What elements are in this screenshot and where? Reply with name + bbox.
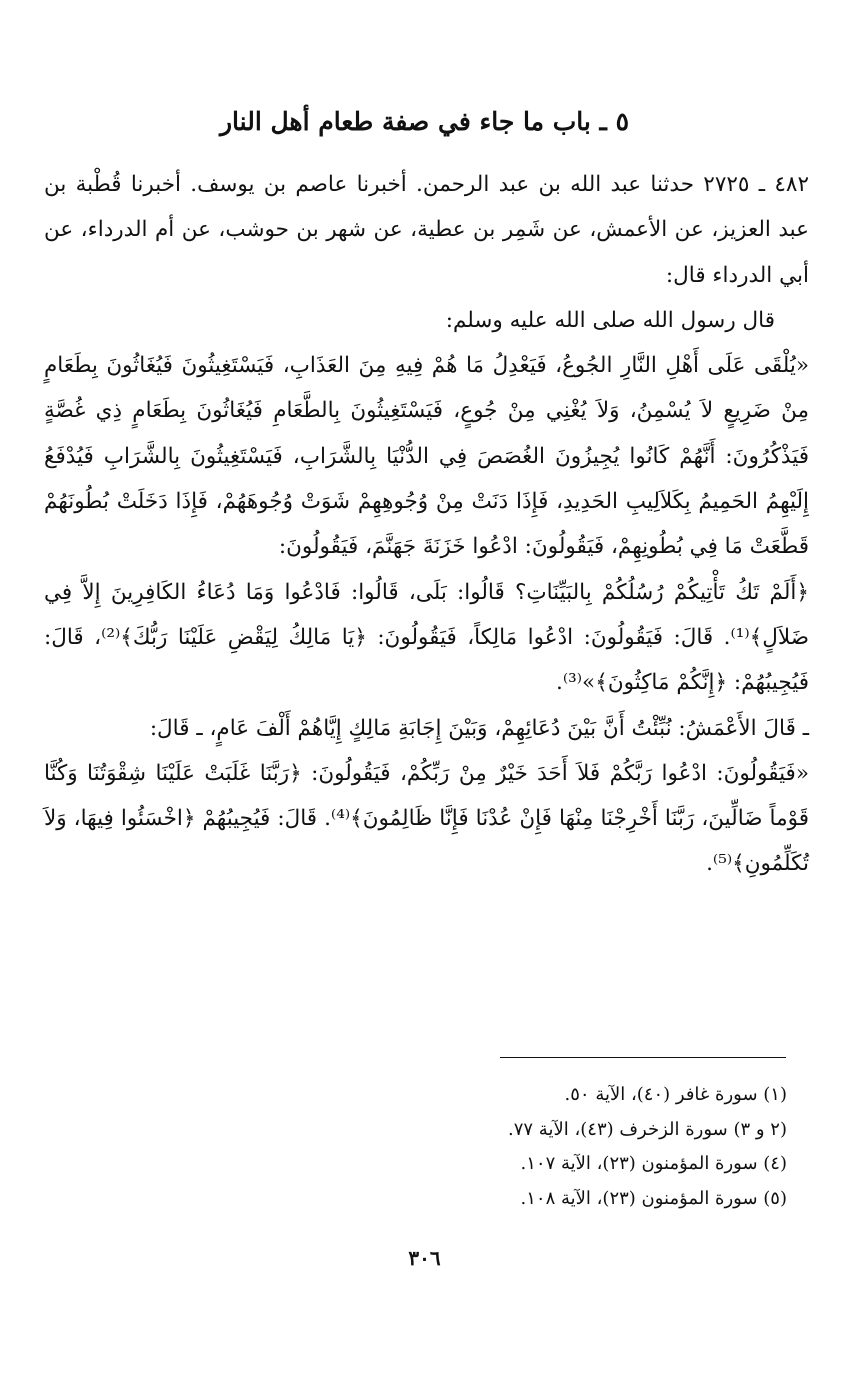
page-number: ٣٠٦ [408, 1246, 441, 1270]
hadith-text-paragraph-1: «يُلْقَى عَلَى أَهْلِ النَّارِ الجُوعُ، فَيَعْدِلُ مَا هُمْ فِيهِ مِنَ العَذَابِ، فَيَسْتَغِيثُونَ فَيُغَاثُونَ بِطَعَامٍ مِنْ ضَرِيعٍ لاَ يُسْمِنُ، وَلاَ يُغْنِي مِنْ جُوعٍ، فَيَسْتَغِيثُونَ بِالطَّعَامِ فَيُغَاثُونَ بِطَعَامٍ ذِي غُصَّةٍ فَيَذْكُرُونَ: أَنَّهُمْ كَانُوا يُجِيزُونَ الغُصَصَ فِي الدُّنْيَا بِالشَّرَابِ، فَيَسْتَغِيثُونَ بِالشَّرَابِ فَيُدْفَعُ إِلَيْهِمُ الحَمِيمُ بِكَلاَلِيبِ الحَدِيدِ، فَإِذَا دَنَتْ مِنْ وُجُوهِهِمْ شَوَتْ وُجُوهَهُمْ، فَإِذَا دَخَلَتْ بُطُونَهُمْ قَطَّعَتْ مَا فِي بُطُونِهِمْ، فَيَقُولُونَ: ادْعُوا خَزَنَةَ جَهَنَّمَ، فَيَقُولُونَ: [44, 353, 809, 560]
hadith-chain-paragraph [44, 162, 809, 298]
hadith-body [44, 162, 809, 887]
footnote-4: (٤) سورة المؤمنون (٢٣)، الآية ١٠٧. [520, 1153, 787, 1174]
prophet-saying-intro: قال رسول الله صلى الله عليه وسلم: [445, 307, 775, 333]
footnote-divider [500, 1057, 786, 1058]
footnote-1: (١) سورة غافر (٤٠)، الآية ٥٠. [564, 1084, 787, 1105]
chapter-heading: ٥ ـ باب ما جاء في صفة طعام أهل النار [219, 107, 630, 136]
hadith-number: ٤٨٢ ـ ٢٧٢٥ [703, 172, 809, 197]
hadith-text-paragraph-4: «فَيَقُولُونَ: ادْعُوا رَبَّكُمْ فَلاَ أَحَدَ خَيْرٌ مِنْ رَبِّكُمْ، فَيَقُولُونَ: ﴿رَبَّنَا غَلَبَتْ عَلَيْنَا شِقْوَتُنَا وَكُنَّا قَوْماً ضَالِّينَ، رَبَّنَا أَخْرِجْنَا مِنْهَا فَإِنْ عُدْنَا فَإِنَّا ظَالِمُونَ﴾⁽⁴⁾. قَالَ: فَيُجِيبُهُمْ ﴿اخْسَئُوا فِيهَا، وَلاَ تُكَلِّمُونِ﴾⁽⁵⁾. [44, 760, 809, 877]
hadith-chain-text: حدثنا عبد الله بن عبد الرحمن. أخبرنا عاصم بن يوسف. أخبرنا قُطْبة بن عبد العزيز، عن الأعمش، عن شَمِر بن عطية، عن شهر بن حوشب، عن أم الدرداء، عن أبي الدرداء قال: [44, 172, 809, 288]
hadith-text-paragraph-3: ـ قَالَ الأَعْمَشُ: نُبِّئْتُ أَنَّ بَيْنَ دُعَائِهِمْ، وَبَيْنَ إِجَابَةِ مَالِكٍ إِيَّاهُمْ أَلْفَ عَامٍ، ـ قَالَ: [149, 715, 809, 741]
footnotes [100, 1078, 787, 1216]
hadith-text-paragraph-2: ﴿أَلَمْ تَكُ تَأْتِيكُمْ رُسُلُكُمْ بِالبَيِّنَاتِ؟ قَالُوا: بَلَى، قَالُوا: فَادْعُوا وَمَا دُعَاءُ الكَافِرِينَ إِلاَّ فِي ضَلاَلٍ﴾⁽¹⁾. قَالَ: فَيَقُولُونَ: ادْعُوا مَالِكاً، فَيَقُولُونَ: ﴿يَا مَالِكُ لِيَقْضِ عَلَيْنَا رَبُّكَ﴾⁽²⁾، قَالَ: فَيُجِيبُهُمْ: ﴿إِنَّكُمْ مَاكِثُونَ﴾»⁽³⁾. [44, 579, 809, 696]
footnote-2-3: (٢ و ٣) سورة الزخرف (٤٣)، الآية ٧٧. [508, 1118, 787, 1140]
footnote-5: (٥) سورة المؤمنون (٢٣)، الآية ١٠٨. [520, 1187, 787, 1209]
